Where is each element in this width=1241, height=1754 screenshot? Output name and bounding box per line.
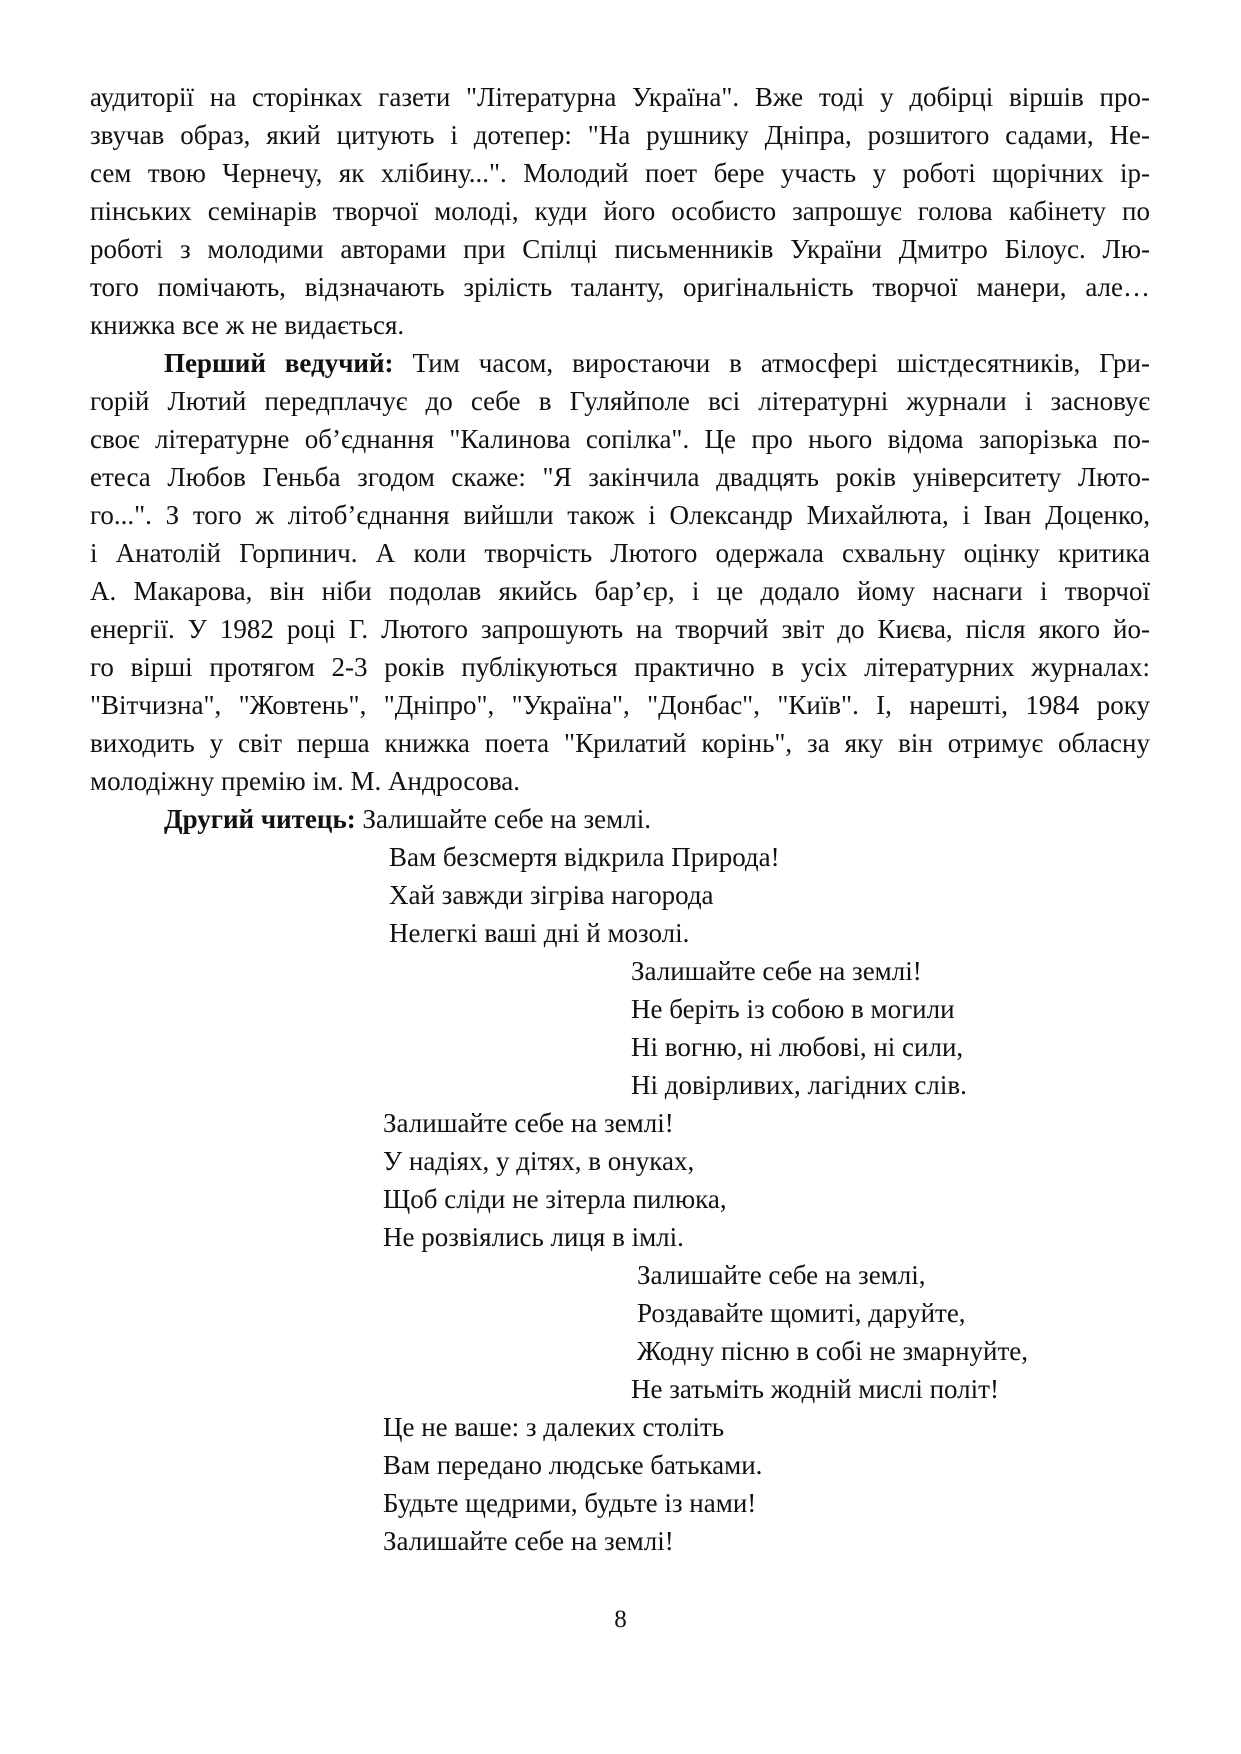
text-line: пінських семінарів творчої молоді, куди його особисто запрошує голова кабінету по (90, 196, 1150, 226)
verse-line: Хай завжди зігріва нагорода (389, 880, 714, 910)
verse-text: Залишайте себе на землі. (355, 804, 651, 834)
text-line: аудиторії на сторінках газети "Літературна Україна". Вже тоді у добірці віршів про- (90, 82, 1150, 112)
verse-line: Щоб сліди не зітерла пилюка, (383, 1184, 727, 1214)
verse-line: Жодну пісню в собі не змарнуйте, (637, 1336, 1029, 1366)
text-line: горій Лютий передплачує до себе в Гуляйполе всі літературні журнали і засновує (90, 386, 1150, 416)
text-line: сем твою Чернечу, як хлібину...". Молодий поет бере участь у роботі щорічних ір- (90, 158, 1150, 188)
verse-line: Вам передано людське батьками. (383, 1450, 763, 1480)
verse-line: Не затьміть жодній мислі політ! (631, 1374, 999, 1404)
text-line (164, 344, 1150, 382)
text-line: го вірші протягом 2-3 років публікуються практично в усіх літературних журналах: (90, 652, 1150, 682)
verse-line: Ні довірливих, лагідних слів. (631, 1070, 967, 1100)
poem-first-line (164, 800, 651, 838)
verse-line: Не розвіялись лиця в імлі. (383, 1222, 684, 1252)
verse-line: Будьте щедрими, будьте із нами! (383, 1488, 757, 1518)
text-line: енергії. У 1982 році Г. Лютого запрошують на творчий звіт до Києва, після якого йо- (90, 614, 1150, 644)
text-line: книжка все ж не видається. (90, 310, 405, 340)
text-line: молодіжну премію ім. М. Андросова. (90, 766, 521, 796)
speaker-label: Перший ведучий: (164, 348, 394, 378)
verse-line: Роздавайте щомиті, даруйте, (637, 1298, 966, 1328)
text-line: своє літературне об’єднання "Калинова сопілка". Це про нього відома запорізька по- (90, 424, 1150, 454)
text-line: А. Макарова, він ніби подолав якийсь бар’єр, і це додало йому наснаги і творчої (90, 576, 1150, 606)
text-span: Тим часом, виростаючи в атмосфері шістдесятників, Гри- (393, 348, 1150, 378)
verse-line: Не беріть із собою в могили (631, 994, 955, 1024)
verse-line: Залишайте себе на землі! (383, 1526, 674, 1556)
text-line: етеса Любов Геньба згодом скаже: "Я закінчила двадцять років університету Люто- (90, 462, 1150, 492)
verse-line: У надіях, у дітях, в онуках, (383, 1146, 695, 1176)
verse-line: Залишайте себе на землі! (383, 1108, 674, 1138)
page-number: 8 (614, 1606, 627, 1633)
text-line: виходить у світ перша книжка поета "Крилатий корінь", за яку він отримує обласну (90, 728, 1150, 758)
text-line: і Анатолій Горпинич. А коли творчість Лютого одержала схвальну оцінку критика (90, 538, 1150, 568)
speaker-label: Другий читець: (164, 804, 356, 834)
verse-line: Це не ваше: з далеких століть (383, 1412, 725, 1442)
verse-line: Нелегкі ваші дні й мозолі. (389, 918, 690, 948)
verse-line: Залишайте себе на землі, (637, 1260, 926, 1290)
verse-line: Ні вогню, ні любові, ні сили, (631, 1032, 964, 1062)
text-line: роботі з молодими авторами при Спілці письменників України Дмитро Білоус. Лю- (90, 234, 1150, 264)
text-line: "Вітчизна", "Жовтень", "Дніпро", "Україна", "Донбас", "Київ". І, нарешті, 1984 року (90, 690, 1150, 720)
verse-line: Залишайте себе на землі! (631, 956, 922, 986)
verse-line: Вам безсмертя відкрила Природа! (389, 842, 780, 872)
text-line: того помічають, відзначають зрілість таланту, оригінальність творчої манери, але… (90, 272, 1150, 302)
text-line: звучав образ, який цитують і дотепер: "На рушнику Дніпра, розшитого садами, Не- (90, 120, 1150, 150)
text-line: го...". З того ж літоб’єднання вийшли також і Олександр Михайлюта, і Іван Доценко, (90, 500, 1150, 530)
